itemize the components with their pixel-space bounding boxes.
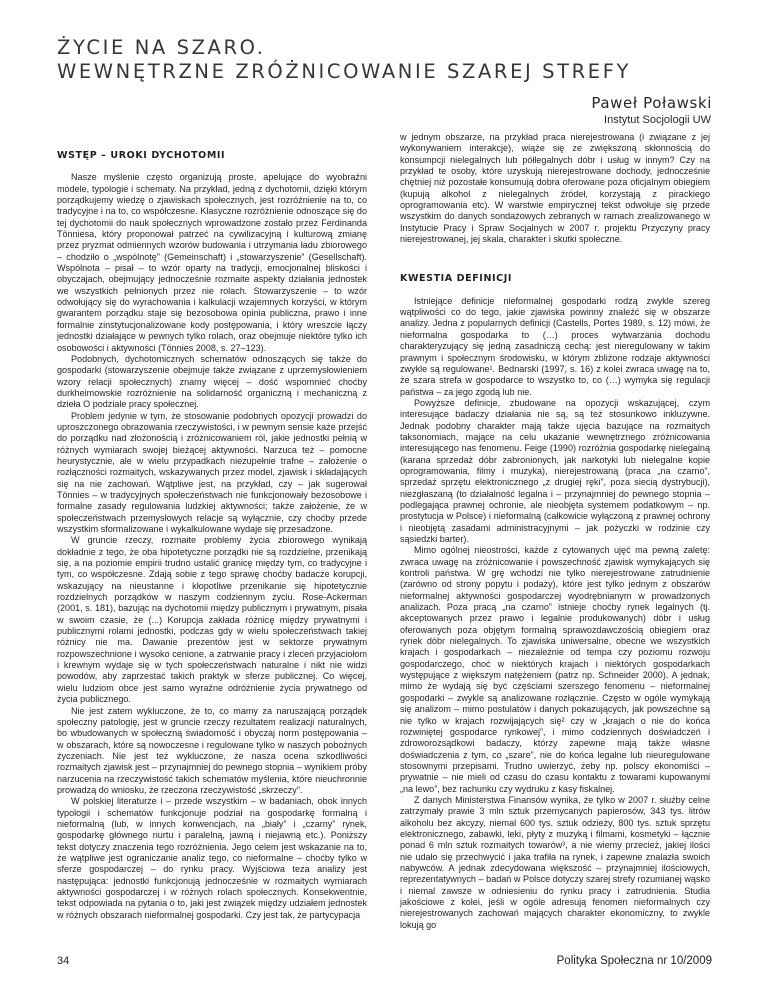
paragraph: Z danych Ministerstwa Finansów wynika, że tylko w 2007 r. służby celne zatrzymały prawie 3 mln sztuk przemycanych papierosów, 343 tys. litrów alkoholu bez akcyzy, niemal 600 tys. sztuk odzieży, 800 tys. sztuk sprzętu elektronicznego, zabawki, leki, płyty z muzyką i filmami, kosmetyki – łącznie ponad 6 mln sztuk rozmaitych towarów³, a nie wiemy przecież, jakiej ilości nie udało się przechwycić i jaka trafiła na rynek, i zapewne znalazła swoich nabywców. A jednak zdecydowana większość – przynajmniej ilościowych, reprezentatywnych – badań w Polsce dotyczy szarej strefy rozumianej wąsko i niemal zawsze w odniesieniu do rynku pracy i zatrudnienia. Studia jakościowe z kolei, jeśli w ogóle adresują fenomen nieformalnych czy nierejestrowanych zachowań mających charakter ekonomiczny, to zwykle lokują go — [400, 794, 710, 930]
paragraph: Mimo ogólnej nieostrości, każde z cytowanych ujęć ma pewną zaletę: zwraca uwagę na zróżnicowanie i powszechność zjawisk wymykających się kontroli państwa. W grę wchodzi nie tylko nierejestrowane zatrudnienie (zarówno od strony popytu i podaży), które jest tylko jednym z obszarów nieformalnej aktywności gospodarczej wyodrębnianym w prowadzonych analizach. Poza pracą „na czarno” istnieje choćby rynek legalnych (tj. akceptowanych przez prawo i legalnie produkowanych) dóbr i usług oferowanych poza objętym formalną sprawozdawczością obiegiem oraz rynek dóbr nielegalnych. To zjawiska uniwersalne, obecne we wszystkich krajach i gospodarkach – niezależnie od tempa czy poziomu rozwoju gospodarczego, choć w niektórych krajach i niektórych gospodarkach występujące z większym natężeniem (patrz np. Schneider 2000). A jednak, mimo że wydają się być częściami szerszego fenomenu – nieformalnej gospodarki – zwykle są analizowane rozłącznie. Często w ogóle wymykają się analizom – mimo postulatów i danych pokazujących, jak powszechne są nie tylko w krajach rozwijających się² czy w „krajach o nie do końca rozwiniętej gospodarce rynkowej”, i mimo codziennych doświadczeń i zdroworozsądkowi badaczy, którzy zapewne mają także własne doświadczenia z tym, co „szare”, nie do końca legalne lub nieuregulowane stosownymi przepisami. Trudno uwierzyć, żeby np. polscy ekonomiści – prywatnie – nie mieli od czasu do czasu kontaktu z towarami kupowanymi „na lewo”, bez rachunku czy wydruku z kasy fiskalnej. — [400, 545, 710, 794]
paragraph: W polskiej literaturze i – przede wszystkim – w badaniach, obok innych typologii i schematów funkcjonuje podział na gospodarkę formalną i nieformalną (lub, w innych konwencjach, na „biały” i „czarny” rynek, gospodarkę głównego nurtu i paralelną, jawną i niejawną etc.). Poniższy tekst dotyczy znaczenia tego rozróżnienia. Jego celem jest wskazanie na to, że wątpliwe jest ograniczanie analiz tego, co nieformalne – choćby tylko w sferze gospodarczej – do rynku pracy. Wyjściowa teza analizy jest następująca: jednostki funkcjonują jednocześnie w rozmaitych wymiarach aktywności gospodarczej i w różnych rolach społecznych. Konsekwentnie, tekst odpowiada na pytania o to, jaki jest związek między udziałem jednostek w różnych obszarach nieformalnej gospodarki. Czy jest tak, że partycypacja — [57, 796, 367, 920]
right-column — [400, 132, 710, 931]
paragraph: Nie jest zatem wykluczone, że to, co mamy za naruszającą porządek społeczny patologię, jest w gruncie rzeczy rezultatem realizacji naturalnych, bo wbudowanych w społeczną świadomość i obyczaj norm postępowania – w obszarach, które są nowoczesne i regulowane tylko w naszych pobożnych życzeniach. Nie jest też wykluczone, że nasza ocena szkodliwości rozmaitych zjawisk jest – przynajmniej do pewnego stopnia – wynikiem próby narzucenia na rzeczywistość takich schematów myślenia, które nieuchronnie prowadzą do wniosku, że rzeczona rzeczywistość „skrzeczy”. — [57, 705, 367, 795]
paragraph-continued: w jednym obszarze, na przykład praca nierejestrowana (i związane z jej wykonywaniem interakcje), wiąże się ze zwiększoną skłonnością do konsumpcji nielegalnych lub półlegalnych dóbr i usług w innym? Czy na przykład te osoby, które uzyskują nierejestrowane dochody, jednocześnie chętniej niż pozostałe konsumują dobra oferowane poza oficjalnym obiegiem (kupują alkohol z nielegalnych źródeł, korzystają z pirackiego oprogramowania etc). W warstwie empirycznej tekst odwołuje się przede wszystkim do danych sondażowych zebranych w ramach zrealizowanego w Instytucie Pracy i Spraw Socjalnych w 2007 r. projektu Przyczyny pracy nierejestrowanej, jej skala, charakter i skutki społeczne. — [400, 132, 710, 245]
title-line-2: WEWNĘTRZNE ZRÓŻNICOWANIE SZAREJ STREFY — [57, 60, 632, 83]
article-title — [57, 36, 631, 84]
page-number: 34 — [57, 955, 70, 967]
paragraph: Nasze myślenie często organizują proste, apelujące do wyobraźni modele, typologie i schematy. Na przykład, jedną z dychotomii, dzięki którym porządkujemy wiedzę o zjawiskach społecznych, jest rozróżnienie na to, co tradycyjne i na to, co współczesne. Klasyczne rozróżnienie odnoszące się do tej dychotomii do nauk społecznych wprowadzone zostało przez Ferdinanda Tönniesa, który proponował patrzeć na cywilizacyjną i kulturową zmianę przez pryzmat odmiennych wzorów budowania i utrzymania ładu zbiorowego – chodziło o „wspólnotę” (Gemeinschaft) i „stowarzyszenie” (Gesellschaft). Wspólnota – pisał – to wzór oparty na tradycji, emocjonalnej bliskości i obyczajach, obejmujący jednocześnie rozmaite aspekty działania jednostek we wszystkich pełnionych przez nie rolach. Stowarzyszenie – to wzór odwołujący się do wyrachowania i kalkulacji wzajemnych korzyści, w którym gwarantem porządku staje się bezosobowa opinia publiczna, prawo i inne formalnie zinstytucjonalizowane kody postępowania, i który wreszcie łączy jednostki działające w pewnych tylko rolach, oraz obejmuje niektóre tylko ich osobowości i aktywności (Tönnies 2008, s. 27–123). — [57, 172, 367, 353]
paragraph: Istniejące definicje nieformalnej gospodarki rodzą zwykle szereg wątpliwości co do tego, jakie zjawiska powinny znaleźć się w obszarze analizy. Jedna z popularnych definicji (Castells, Portes 1989, s. 12) mówi, że nieformalna gospodarka to (…) proces wytwarzania dochodu charakteryzujący się jedną zasadniczą cechą: jest nieregulowany w takim prawnym i społecznym środowisku, w którym zbliżone rodzaje aktywności zwykle są regulowane¹. Bednarski (1997, s. 16) z kolei zwraca uwagę na to, że szara strefa w gospodarce to wszystko to, co (…) wymyka się regulacji państwa – za jego zgodą lub nie. — [400, 295, 710, 397]
section-heading-definitions: KWESTIA DEFINICJI — [400, 273, 512, 285]
paragraph: Podobnych, dychotomicznych schematów odnoszących się także do gospodarki (stowarzyszenie obejmuje także związane z uprzemysłowieniem wzory relacji społecznych) znamy więcej – dość wspomnieć choćby durkheimowskie rozróżnienie na solidarność organiczną i mechaniczną z dzieła O podziale pracy społecznej. — [57, 353, 367, 410]
left-column — [57, 132, 367, 921]
title-line-1: ŻYCIE NA SZARO. — [57, 36, 266, 59]
paragraph: Problem jedynie w tym, że stosowanie podobnych opozycji prowadzi do uproszczonego obrazowania rzeczywistości, i w pewnym sensie każe przejść do porządku nad złożonością i zróżnicowaniem ról, jakie jednostki pełnią w różnych wymiarach swojej bieżącej aktywności. Narzuca też – pomocne heurystycznie, ale w wielu przypadkach niezupełnie trafne – założenie o rozłączności rozmaitych, wskazywanych przez model, zjawisk i składających się na nie zachowań. Wątpliwe jest, na przykład, czy – jak sugerował Tönnies – w tradycyjnych społeczeństwach nie funkcjonowały bezosobowe i formalne zasady regulowania ludzkiej aktywności; także założenie, że w społeczeństwach przemysłowych relacje są wyłącznie, czy choćby przede wszystkim sformalizowane i wykalkulowane wydaje się przesadzone. — [57, 410, 367, 534]
journal-footer: Polityka Społeczna nr 10/2009 — [556, 955, 712, 967]
author-affiliation: Instytut Socjologii UW — [604, 114, 711, 126]
author-name: Paweł Poławski — [591, 94, 712, 112]
section-heading-introduction: WSTĘP – UROKI DYCHOTOMII — [57, 150, 226, 161]
paragraph: W gruncie rzeczy, rozmaite problemy życia zbiorowego wynikają dokładnie z tego, że oba hipotetyczne porządki nie są rozdzielne, przenikają się, a na poziomie empirii trudno ustalić granicę między tym, co tradycyjne i tym, co współczesne. Zdają sobie z tego sprawę choćby badacze korupcji, wskazujący na nieustanne i kłopotliwe przenikanie się hipotetycznie rozdzielnych porządków w naszym codziennym życiu. Rose-Ackerman (2001, s. 181), bazując na dychotomii między publicznym i prywatnym, pisała w swoim czasie, że (...) Korupcja zakłada różnicę między prywatnymi i publicznymi rolami jednostki, podczas gdy w wielu społeczeństwach takiej różnicy nie ma. Dawanie prezentów jest w sektorze prywatnym rozpowszechnione i wysoko cenione, a zatrwanie pracy i zleceń przyjaciołom i krewnym wydaje się w tych społeczeństwach naturalne i nikt nie widzi powodów, aby zaprzestać takich praktyk w sferze publicznej. Co więcej, wielu ludziom obce jest samo wyraźne odróżnienie życia prywatnego od życia publicznego. — [57, 535, 367, 705]
paragraph: Powyższe definicje, zbudowane na opozycji wskazującej, czym interesujące badaczy działania nie są, są też stosunkowo inkluzywne. Jednak podobny charakter mają także ujęcia bazujące na rozmaitych taksonomiach, mające na celu ukazanie wewnętrznego zróżnicowania interesującego nas fenomenu. Feige (1990) rozróżnia gospodarkę nielegalną (karana sprzedaż dóbr zabronionych, jak narkotyki lub nielegalne kopie oprogramowania, filmy i muzyka), nierejestrowaną (praca „na czarno”, sprzedaż sprzętu elektronicznego „z drugiej ręki”, poza siecią dystrybucji), niezgłaszaną (to działalność legalna i – przynajmniej do pewnego stopnia – podlegająca prawnej ochronie, ale nieobjęta systemem podatkowym – np. prostytucja w Polsce) i nieformalną (całkowicie wyłączoną z prawnej ochrony i nieobjętą zasadami administracyjnymi – jak pożyczki w rodzinie czy sąsiedzki barter). — [400, 397, 710, 544]
